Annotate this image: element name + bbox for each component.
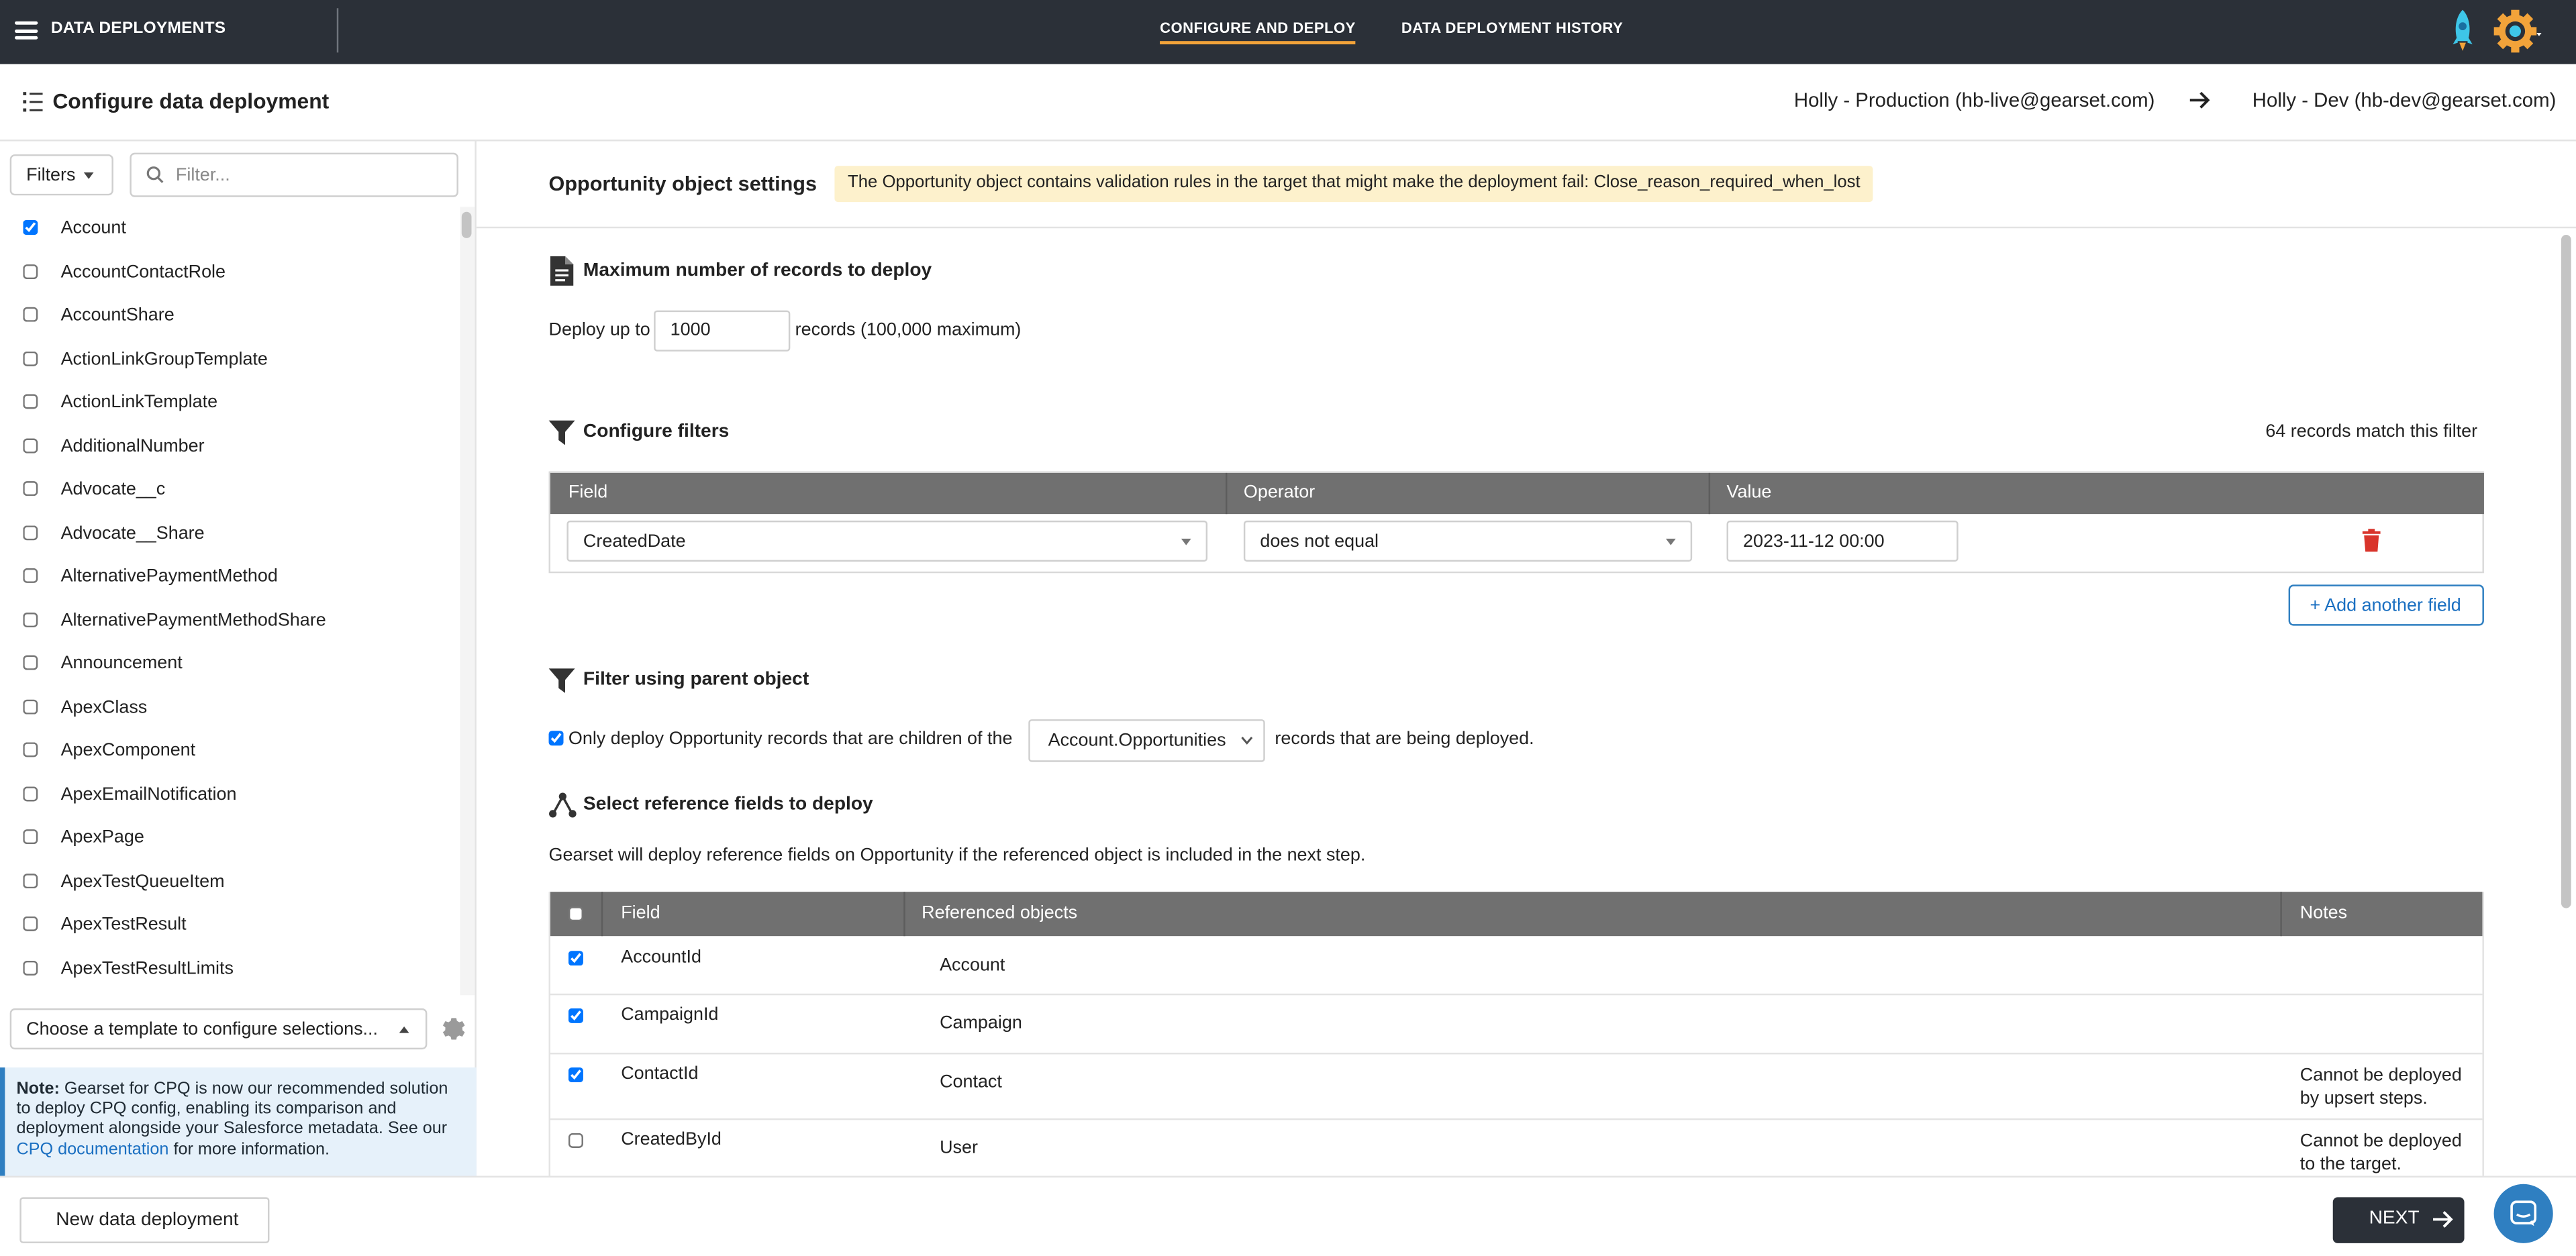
- document-icon: [549, 256, 575, 286]
- caret-down-icon: [1666, 539, 1676, 545]
- object-checkbox[interactable]: [23, 917, 38, 931]
- gear-icon[interactable]: [440, 1016, 465, 1041]
- scrollbar-thumb[interactable]: [2561, 235, 2571, 908]
- object-list: [0, 207, 460, 992]
- next-label: NEXT: [2369, 1208, 2420, 1228]
- main-scrollbar[interactable]: [2560, 230, 2575, 1176]
- column-header-operator: Operator: [1243, 482, 1316, 503]
- reference-field-name: ContactId: [621, 1064, 699, 1084]
- column-header-referenced-objects: Referenced objects: [922, 903, 1078, 923]
- object-checkbox[interactable]: [23, 786, 38, 801]
- object-sidebar: [0, 142, 477, 1176]
- object-label: ApexTestResultLimits: [60, 959, 234, 979]
- reference-fields-table: [549, 892, 2484, 1175]
- column-header-field: Field: [621, 903, 660, 923]
- source-org: Holly - Production (hb-live@gearset.com): [1793, 89, 2155, 112]
- object-checkbox[interactable]: [23, 961, 38, 976]
- object-label: AccountContactRole: [60, 262, 226, 283]
- note-text: Gearset for CPQ is now our recommended solution to deploy CPQ config, enabling its comparison and deployment alongside your Salesforce metadata. See our: [16, 1080, 448, 1139]
- hamburger-menu-icon[interactable]: [15, 21, 38, 40]
- reference-row-checkbox[interactable]: [568, 1008, 583, 1023]
- settings-header: [477, 142, 2576, 229]
- reference-row-checkbox[interactable]: [568, 1067, 583, 1082]
- column-header-field: Field: [568, 482, 608, 503]
- parent-relationship-select[interactable]: [1028, 719, 1265, 762]
- parent-filter-checkbox[interactable]: [549, 731, 564, 745]
- max-records-title: Maximum number of records to deploy: [583, 261, 932, 281]
- sidebar-scrollbar[interactable]: [460, 207, 475, 995]
- column-divider: [1226, 473, 1227, 514]
- object-checkbox[interactable]: [23, 568, 38, 583]
- object-label: Announcement: [60, 653, 183, 674]
- validation-warning: The Opportunity object contains validation rules in the target that might make the deployment fail: Close_reason_required_when_lost: [834, 166, 1873, 202]
- max-records-input[interactable]: 1000: [654, 311, 790, 352]
- object-label: Account: [60, 218, 126, 238]
- page-header: [0, 64, 2576, 141]
- filter-table-header: [550, 473, 2484, 514]
- filter-operator-value: does not equal: [1260, 532, 1379, 552]
- object-checkbox[interactable]: [23, 481, 38, 496]
- referenced-object: Campaign: [940, 1013, 1022, 1033]
- column-divider: [2280, 892, 2281, 936]
- footer-bar: [0, 1176, 2576, 1256]
- settings-title: Opportunity object settings: [548, 172, 818, 196]
- select-all-checkbox[interactable]: [568, 906, 583, 921]
- target-org: Holly - Dev (hb-dev@gearset.com): [2252, 89, 2557, 112]
- template-placeholder: Choose a template to configure selections...: [26, 1020, 379, 1040]
- page-title: Configure data deployment: [52, 89, 330, 113]
- list-icon[interactable]: [23, 92, 42, 111]
- chevron-down-icon: [1240, 736, 1254, 746]
- tab-data-deployment-history[interactable]: DATA DEPLOYMENT HISTORY: [1401, 19, 1624, 36]
- chat-icon: [2510, 1200, 2536, 1226]
- cpq-documentation-link[interactable]: CPQ documentation: [16, 1141, 169, 1159]
- object-label: ApexEmailNotification: [60, 785, 237, 805]
- filters-dropdown[interactable]: [10, 154, 113, 195]
- filter-input[interactable]: [176, 162, 447, 189]
- object-checkbox[interactable]: [23, 613, 38, 627]
- top-navigation-bar: [0, 0, 2576, 64]
- reference-row-checkbox[interactable]: [568, 1133, 583, 1148]
- object-label: AlternativePaymentMethodShare: [60, 611, 326, 631]
- object-checkbox[interactable]: [23, 525, 38, 540]
- object-settings-panel: [477, 142, 2576, 1176]
- object-label: AlternativePaymentMethod: [60, 566, 278, 586]
- object-label: ApexTestQueueItem: [60, 872, 225, 892]
- rocket-icon[interactable]: [2448, 8, 2477, 54]
- max-records-suffix: records (100,000 maximum): [795, 320, 1022, 340]
- object-label: ApexComponent: [60, 740, 196, 761]
- new-data-deployment-button[interactable]: New data deployment: [19, 1197, 269, 1243]
- template-dropdown[interactable]: [10, 1008, 428, 1049]
- chat-support-button[interactable]: [2494, 1184, 2553, 1243]
- table-row: [550, 1120, 2484, 1175]
- reference-graph-icon: [549, 792, 577, 818]
- object-label: AccountShare: [60, 305, 175, 325]
- reference-row-checkbox[interactable]: [568, 951, 583, 965]
- object-label: ApexPage: [60, 827, 144, 848]
- nav-divider: [337, 8, 338, 52]
- object-checkbox[interactable]: [23, 700, 38, 715]
- gearset-logo-icon[interactable]: [2494, 7, 2543, 56]
- object-label: ApexClass: [60, 698, 148, 718]
- column-header-notes: Notes: [2299, 903, 2348, 923]
- column-divider: [1709, 473, 1710, 514]
- references-description: Gearset will deploy reference fields on Opportunity if the referenced object is included in the next step.: [548, 845, 1366, 866]
- reference-table-header: [550, 892, 2484, 936]
- table-row: [550, 1054, 2484, 1120]
- parent-relationship-value: Account.Opportunities: [1048, 731, 1226, 751]
- table-row: [550, 936, 2484, 995]
- arrow-right-icon: [2432, 1210, 2455, 1228]
- deploy-up-to-label: Deploy up to: [548, 320, 650, 340]
- search-icon: [146, 166, 164, 184]
- object-label: ApexTestResult: [60, 914, 187, 935]
- scrollbar-thumb[interactable]: [462, 212, 472, 238]
- object-label: Advocate__c: [60, 479, 166, 500]
- tab-configure-and-deploy[interactable]: CONFIGURE AND DEPLOY: [1160, 19, 1356, 44]
- object-label: ActionLinkGroupTemplate: [60, 350, 268, 370]
- reference-field-name: CreatedById: [621, 1130, 722, 1150]
- filter-field-value: CreatedDate: [583, 532, 686, 552]
- add-another-field-button[interactable]: + Add another field: [2289, 584, 2484, 625]
- caret-down-icon: [84, 172, 94, 179]
- app-title: DATA DEPLOYMENTS: [50, 19, 226, 38]
- filter-value-input[interactable]: 2023-11-12 00:00: [1727, 521, 1959, 562]
- object-checkbox[interactable]: [23, 439, 38, 454]
- parent-filter-suffix: records that are being deployed.: [1275, 729, 1534, 749]
- filter-search-box[interactable]: [130, 153, 458, 197]
- object-label: Advocate__Share: [60, 523, 205, 544]
- parent-filter-title: Filter using parent object: [583, 670, 809, 690]
- referenced-object: Contact: [940, 1072, 1002, 1092]
- filter-field-select[interactable]: [566, 521, 1207, 562]
- filter-operator-select[interactable]: [1244, 521, 1692, 562]
- note-suffix: for more information.: [168, 1141, 330, 1159]
- object-checkbox[interactable]: [23, 220, 38, 235]
- caret-up-icon: [399, 1027, 409, 1033]
- object-checkbox[interactable]: [23, 264, 38, 279]
- filter-match-count: 64 records match this filter: [2265, 422, 2478, 442]
- object-checkbox[interactable]: [23, 874, 38, 888]
- configure-filters-title: Configure filters: [583, 422, 730, 442]
- parent-filter-prefix: Only deploy Opportunity records that are children of the: [568, 729, 1013, 749]
- filter-icon: [549, 668, 575, 693]
- filter-icon: [549, 421, 575, 446]
- caret-down-icon: [1181, 539, 1191, 545]
- object-label: AdditionalNumber: [60, 437, 205, 457]
- delete-trash-icon[interactable]: [2363, 529, 2381, 552]
- column-divider: [601, 892, 603, 936]
- arrow-right-icon: [2188, 91, 2211, 110]
- object-checkbox[interactable]: [23, 829, 38, 844]
- object-checkbox[interactable]: [23, 352, 38, 366]
- column-header-value: Value: [1726, 482, 1772, 503]
- object-checkbox[interactable]: [23, 307, 38, 322]
- reference-notes: Cannot be deployed by upsert steps.: [2299, 1065, 2462, 1109]
- reference-field-name: AccountId: [621, 947, 701, 967]
- object-checkbox[interactable]: [23, 394, 38, 409]
- reference-field-name: CampaignId: [621, 1004, 719, 1025]
- object-checkbox[interactable]: [23, 742, 38, 757]
- filters-label: Filters: [26, 166, 76, 186]
- table-row: [550, 995, 2484, 1054]
- object-label: ActionLinkTemplate: [60, 392, 218, 413]
- cpq-note: [0, 1067, 477, 1176]
- references-title: Select reference fields to deploy: [583, 794, 873, 815]
- object-checkbox[interactable]: [23, 656, 38, 670]
- reference-notes: Cannot be deployed to the target.: [2299, 1131, 2462, 1175]
- column-divider: [903, 892, 905, 936]
- referenced-object: Account: [940, 955, 1005, 976]
- next-button[interactable]: [2333, 1197, 2465, 1243]
- note-label: Note:: [16, 1080, 60, 1099]
- referenced-object: User: [940, 1138, 978, 1158]
